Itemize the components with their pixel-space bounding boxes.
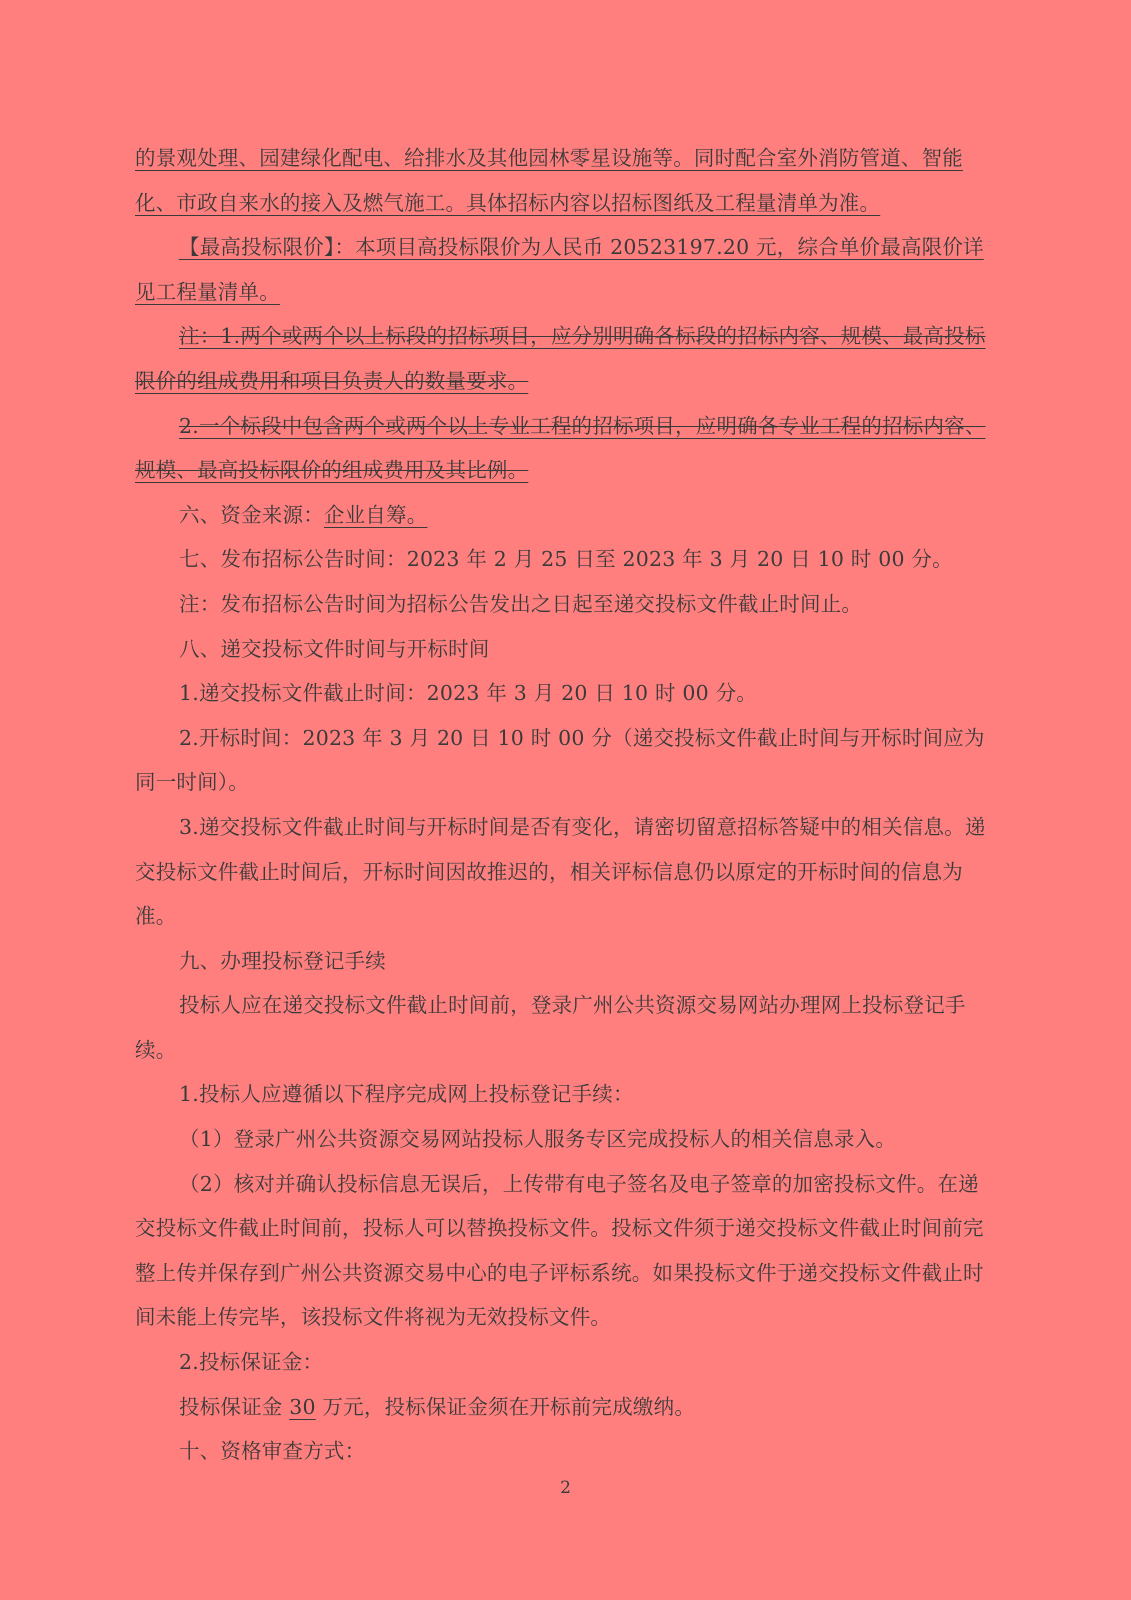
section9-intro: 投标人应在递交投标文件截止时间前，登录广州公共资源交易网站办理网上投标登记手续。 [135, 993, 966, 1062]
scope-paragraph: 的景观处理、园建绿化配电、给排水及其他园林零星设施等。同时配合室外消防管道、智能化、市政自来水的接入及燃气施工。具体招标内容以招标图纸及工程量清单为准。 [135, 146, 963, 215]
deposit-amount: 30 [289, 1394, 316, 1419]
section8-heading: 八、递交投标文件时间与开标时间 [179, 636, 490, 661]
funding-label: 六、资金来源： [179, 502, 324, 527]
deposit-paragraph [135, 1385, 997, 1430]
note2-paragraph: 2.一个标段中包含两个或两个以上专业工程的招标项目，应明确各专业工程的招标内容、规模、最高投标限价的组成费用及其比例。 [135, 413, 986, 483]
section10-heading: 十、资格审查方式： [179, 1439, 366, 1464]
section9-item2: 2.投标保证金： [179, 1350, 324, 1375]
section9-heading: 九、办理投标登记手续 [179, 948, 386, 973]
note1-paragraph: 注：1.两个或两个以上标段的招标项目，应分别明确各标段的招标内容、规模、最高投标限价的组成费用和项目负责人的数量要求。 [135, 324, 986, 393]
max-price-paragraph [135, 225, 997, 314]
deposit-prefix: 投标保证金 [179, 1394, 290, 1419]
max-price-text: 本项目高投标限价为人民币 20523197.20 元，综合单价最高限价详见工程量清单。 [135, 235, 984, 304]
section9-item1: 1.投标人应遵循以下程序完成网上投标登记手续： [179, 1082, 634, 1107]
page-number: 2 [560, 1478, 571, 1498]
funding-paragraph [135, 493, 997, 538]
max-price-label: 【最高投标限价】： [179, 235, 356, 260]
section8-item1: 1.递交投标文件截止时间：2023 年 3 月 20 日 10 时 00 分。 [179, 681, 757, 706]
deposit-suffix: 万元，投标保证金须在开标前完成缴纳。 [315, 1394, 696, 1419]
document-body [135, 136, 997, 1474]
publish-time-paragraph: 七、发布招标公告时间：2023 年 2 月 25 日至 2023 年 3 月 20 日 10 时 00 分。 [179, 547, 953, 572]
section9-item1-step1: （1）登录广州公共资源交易网站投标人服务专区完成投标人的相关信息录入。 [179, 1127, 897, 1152]
section9-item1-step2: （2）核对并确认投标信息无误后，上传带有电子签名及电子签章的加密投标文件。在递交投标文件截止时间前，投标人可以替换投标文件。投标文件须于递交投标文件截止时间前完整上传并保存到广州公共资源交易中心的电子评标系统。如果投标文件于递交投标文件截止时间未能上传完毕，该投标文件将视为无效投标文件。 [135, 1171, 984, 1330]
funding-value: 企业自筹。 [323, 502, 428, 527]
section8-item2: 2.开标时间：2023 年 3 月 20 日 10 时 00 分（递交投标文件截止时间与开标时间应为同一时间）。 [135, 725, 985, 795]
section8-item3: 3.递交投标文件截止时间与开标时间是否有变化，请密切留意招标答疑中的相关信息。递交投标文件截止时间后，开标时间因故推迟的，相关评标信息仍以原定的开标时间的信息为准。 [135, 814, 986, 929]
publish-note-paragraph: 注：发布招标公告时间为招标公告发出之日起至递交投标文件截止时间止。 [179, 591, 863, 616]
